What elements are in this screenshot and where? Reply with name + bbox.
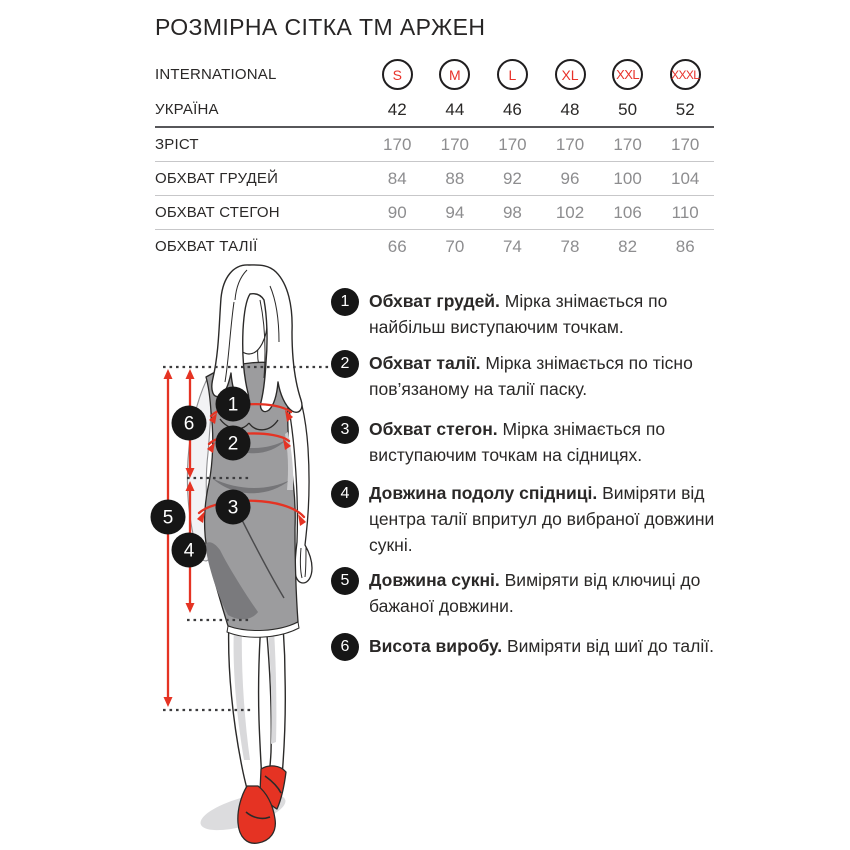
marker-4-number: 4: [183, 540, 195, 562]
cell-value: 170: [440, 134, 470, 154]
size-badge-m: M: [439, 59, 470, 90]
cell-value: 102: [555, 202, 585, 222]
item-3-text: Мірка знімається по виступаючим точкам на сідницях.: [369, 419, 666, 465]
cell-value: 170: [498, 134, 527, 154]
item-4-title: Довжина подолу спідниці.: [369, 483, 598, 503]
marker-6-number: 6: [183, 413, 195, 435]
marker-3-number: 3: [227, 497, 239, 519]
table-row-zrist: [155, 128, 714, 161]
item-1-badge: 1: [331, 288, 359, 316]
table-row-international: [155, 56, 714, 93]
ua-size: 50: [618, 99, 638, 119]
size-badge-xxxl: XXXL: [670, 59, 701, 90]
measurement-item-2: [331, 350, 729, 402]
item-2-text: Мірка знімається по тісно пов’язаному на талії паску.: [369, 353, 693, 399]
row-label: ОБХВАТ ТАЛІЇ: [155, 238, 258, 255]
cell-value: 82: [618, 236, 638, 256]
cell-value: 78: [560, 236, 580, 256]
table-row-hips: [155, 195, 714, 229]
item-6-title: Висота виробу.: [369, 636, 503, 656]
row-label: ОБХВАТ СТЕГОН: [155, 204, 280, 221]
size-badge-l: L: [497, 59, 528, 90]
cell-value: 84: [387, 168, 407, 188]
cell-value: 86: [675, 236, 695, 256]
size-badge-xl: XL: [555, 59, 586, 90]
cell-value: 110: [671, 202, 699, 222]
ua-size: 52: [675, 99, 695, 119]
item-1-title: Обхват грудей.: [369, 291, 500, 311]
item-2-title: Обхват талії.: [369, 353, 481, 373]
marker-5-number: 5: [162, 507, 174, 529]
cell-value: 66: [387, 236, 407, 256]
item-1-text: Мірка знімається по найбільш виступаючим точкам.: [369, 291, 668, 337]
row-label: ОБХВАТ ГРУДЕЙ: [155, 170, 279, 187]
cell-value: 170: [383, 134, 412, 154]
item-4-text: Виміряти від центра талії впритул до вибраної довжини сукні.: [369, 483, 715, 555]
item-3-title: Обхват стегон.: [369, 419, 498, 439]
ua-size: 42: [387, 99, 407, 119]
item-5-badge: 5: [331, 567, 359, 595]
item-2-badge: 2: [331, 350, 359, 378]
cell-value: 90: [387, 202, 407, 222]
item-6-badge: 6: [331, 633, 359, 661]
table-row-chest: [155, 161, 714, 195]
cell-value: 170: [555, 134, 585, 154]
cell-value: 70: [445, 236, 465, 256]
row-label: ЗРІСТ: [155, 136, 199, 153]
cell-value: 98: [502, 202, 522, 222]
size-badge-xxl: XXL: [612, 59, 643, 90]
mannequin-measurement-figure: [140, 260, 340, 850]
cell-value: 170: [671, 134, 700, 154]
ua-size: 48: [560, 99, 580, 119]
cell-value: 100: [613, 168, 642, 188]
measurement-item-5: [331, 567, 729, 619]
ua-size: 46: [502, 99, 522, 119]
measurement-item-1: [331, 288, 729, 340]
cell-value: 104: [671, 168, 700, 188]
marker-1-number: 1: [227, 394, 239, 416]
marker-2-number: 2: [227, 433, 239, 455]
table-row-waist: [155, 229, 714, 263]
size-badge-s: S: [382, 59, 413, 90]
size-table: [155, 56, 714, 263]
row-label-international: INTERNATIONAL: [155, 66, 277, 83]
measurement-item-4: [331, 480, 729, 558]
measurement-item-6: [331, 633, 729, 661]
item-3-badge: 3: [331, 416, 359, 444]
cell-value: 106: [613, 202, 642, 222]
item-5-text: Виміряти від ключиці до бажаної довжини.: [369, 570, 701, 616]
ua-size: 44: [445, 99, 465, 119]
item-5-title: Довжина сукні.: [369, 570, 500, 590]
row-label-ukraina: УКРАЇНА: [155, 101, 219, 118]
item-4-badge: 4: [331, 480, 359, 508]
table-row-ukraina: [155, 93, 714, 128]
cell-value: 170: [613, 134, 642, 154]
cell-value: 92: [502, 168, 522, 188]
cell-value: 94: [445, 202, 465, 222]
cell-value: 74: [502, 236, 522, 256]
page-title: РОЗМІРНА СІТКА ТМ АРЖЕН: [155, 14, 486, 40]
cell-value: 88: [445, 168, 465, 188]
measurement-item-3: [331, 416, 729, 468]
item-6-text: Виміряти від шиї до талії.: [506, 636, 714, 656]
cell-value: 96: [560, 168, 580, 188]
